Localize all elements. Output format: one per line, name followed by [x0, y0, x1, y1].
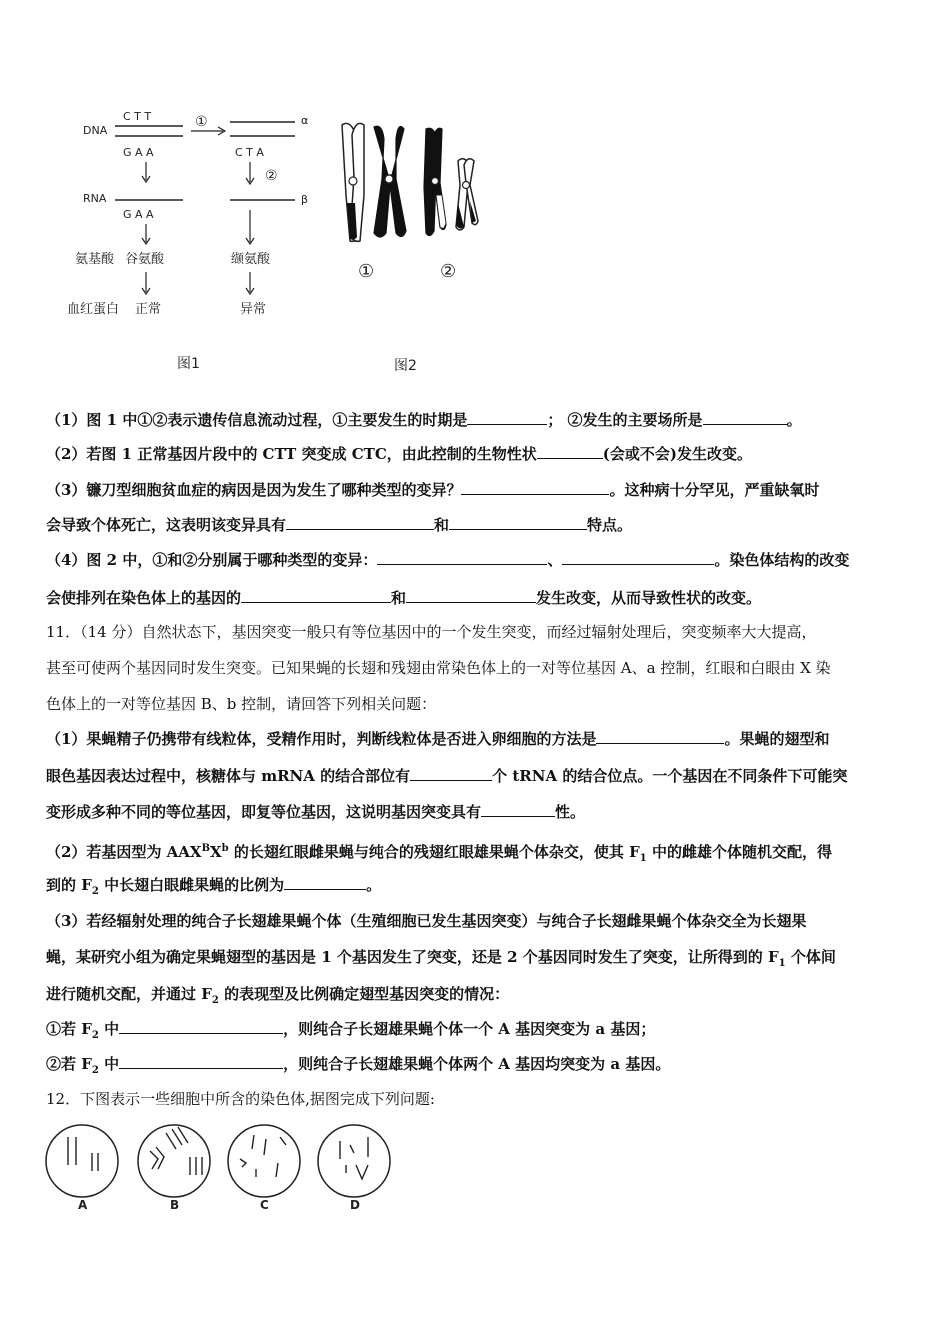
- cell-label-c: C: [260, 1198, 269, 1212]
- cell-label-a: A: [78, 1198, 88, 1212]
- cell-label-d: D: [350, 1198, 360, 1212]
- answer-blank[interactable]: [119, 1019, 283, 1034]
- q11-part-2-cont: 到的 $F_2$ 中长翅白眼雌果蝇的比例为 。: [46, 876, 382, 897]
- hemoglobin-label: 血红蛋白: [67, 302, 120, 317]
- answer-blank[interactable]: [119, 1054, 283, 1069]
- q11-part-1-cont: 眼色基因表达过程中，核糖体与 mRNA 的结合部位有 个 tRNA 的结合位点。一个基因在不同条件下可能突: [46, 767, 848, 785]
- chromosome-label-2: ②: [440, 261, 457, 282]
- q11-case-1: ①若 $F_2$ 中 ，则纯合子长翅雄果蝇个体一个 A 基因突变为 a 基因；: [46, 1020, 656, 1041]
- answer-blank[interactable]: [377, 550, 547, 565]
- step-1-marker: ①: [195, 114, 208, 130]
- dna-bottom-sequence: G A A: [123, 146, 154, 159]
- answer-blank[interactable]: [481, 802, 555, 817]
- q11-intro-3: 色体上的一对等位基因 B、b 控制，请回答下列相关问题：: [46, 695, 437, 713]
- q10-part-1: （1）图 1 中①②表示遗传信息流动过程，①主要发生的时期是 ； ②发生的主要场所是 。: [46, 411, 802, 429]
- dna-top-sequence: C T T: [123, 110, 152, 123]
- answer-blank[interactable]: [703, 410, 787, 425]
- answer-blank[interactable]: [449, 515, 587, 530]
- answer-blank[interactable]: [562, 550, 714, 565]
- mutant-sequence: C T A: [235, 146, 264, 159]
- mutant-amino-acid: 缬氨酸: [231, 252, 271, 267]
- figure-1-gene-expression: [67, 100, 335, 380]
- beta-label: β: [301, 193, 309, 206]
- step-2-marker: ②: [265, 168, 278, 184]
- q10-part-3-cont: 会导致个体死亡，这表明该变异具有 和 特点。: [46, 516, 633, 534]
- q11-part-3-cont2: 进行随机交配，并通过 $F_2$ 的表现型及比例确定翅型基因突变的情况：: [46, 985, 510, 1006]
- figure-2-caption: 图2: [394, 358, 417, 374]
- answer-blank[interactable]: [410, 766, 492, 781]
- abnormal-result: 异常: [240, 302, 267, 317]
- q11-intro-1: 11．（14 分）自然状态下，基因突变一般只有等位基因中的一个发生突变，而经过辐射处理后，突变频率大大提高，: [46, 623, 817, 641]
- answer-blank[interactable]: [284, 875, 366, 890]
- answer-blank[interactable]: [286, 515, 434, 530]
- amino-acid-label: 氨基酸: [75, 252, 115, 267]
- q11-intro-2: 甚至可使两个基因同时发生突变。已知果蝇的长翅和残翅由常染色体上的一对等位基因 A、a 控制，红眼和白眼由 X 染: [46, 659, 831, 677]
- chromosome-label-1: ①: [358, 261, 375, 282]
- figure-2-chromosomes: [330, 115, 490, 380]
- q10-part-4-cont: 会使排列在染色体上的基因的 和 发生改变，从而导致性状的改变。: [46, 589, 762, 607]
- cell-label-b: B: [170, 1198, 180, 1212]
- dna-label: DNA: [83, 124, 108, 137]
- q12-intro: 12．下图表示一些细胞中所含的染色体,据图完成下列问题:: [46, 1090, 435, 1108]
- rna-sequence: G A A: [123, 208, 154, 221]
- normal-result: 正常: [135, 302, 162, 317]
- answer-blank[interactable]: [537, 444, 603, 459]
- q11-part-2: （2）若基因型为 $AAX^BX^b$ 的长翅红眼雌果蝇与纯合的残翅红眼雄果蝇个体杂交，使其 $F_1$ 中的雌雄个体随机交配，得: [46, 843, 832, 864]
- answer-blank[interactable]: [406, 588, 536, 603]
- q10-part-3: （3）镰刀型细胞贫血症的病因是因为发生了哪种类型的变异？ 。这种病十分罕见，严重缺氧时: [46, 481, 820, 499]
- answer-blank[interactable]: [596, 729, 724, 744]
- answer-blank[interactable]: [241, 588, 391, 603]
- rna-label: RNA: [83, 192, 107, 205]
- q10-part-2: （2）若图 1 正常基因片段中的 CTT 突变成 CTC，由此控制的生物性状 (会或不会)发生改变。: [46, 445, 752, 463]
- answer-blank[interactable]: [467, 410, 547, 425]
- q11-part-3: （3）若经辐射处理的纯合子长翅雄果蝇个体（生殖细胞已发生基因突变）与纯合子长翅雌果蝇个体杂交全为长翅果: [46, 912, 807, 930]
- figure-cells: [40, 1115, 400, 1215]
- answer-blank[interactable]: [461, 480, 609, 495]
- q11-part-3-cont: 蝇，某研究小组为确定果蝇翅型的基因是 1 个基因发生了突变，还是 2 个基因同时发生了突变，让所得到的 $F_1$ 个体间: [46, 948, 836, 969]
- figure-1-caption: 图1: [177, 356, 200, 372]
- q11-part-1: （1）果蝇精子仍携带有线粒体，受精作用时，判断线粒体是否进入卵细胞的方法是 。果蝇的翅型和: [46, 730, 830, 748]
- normal-amino-acid: 谷氨酸: [125, 252, 165, 267]
- q11-case-2: ②若 $F_2$ 中 ，则纯合子长翅雄果蝇个体两个 A 基因均突变为 a 基因。: [46, 1055, 671, 1076]
- q10-part-4: （4）图 2 中，①和②分别属于哪种类型的变异： 、 。染色体结构的改变: [46, 551, 850, 569]
- q11-part-1-cont2: 变形成多种不同的等位基因，即复等位基因，这说明基因突变具有 性。: [46, 803, 586, 821]
- alpha-label: α: [301, 114, 309, 127]
